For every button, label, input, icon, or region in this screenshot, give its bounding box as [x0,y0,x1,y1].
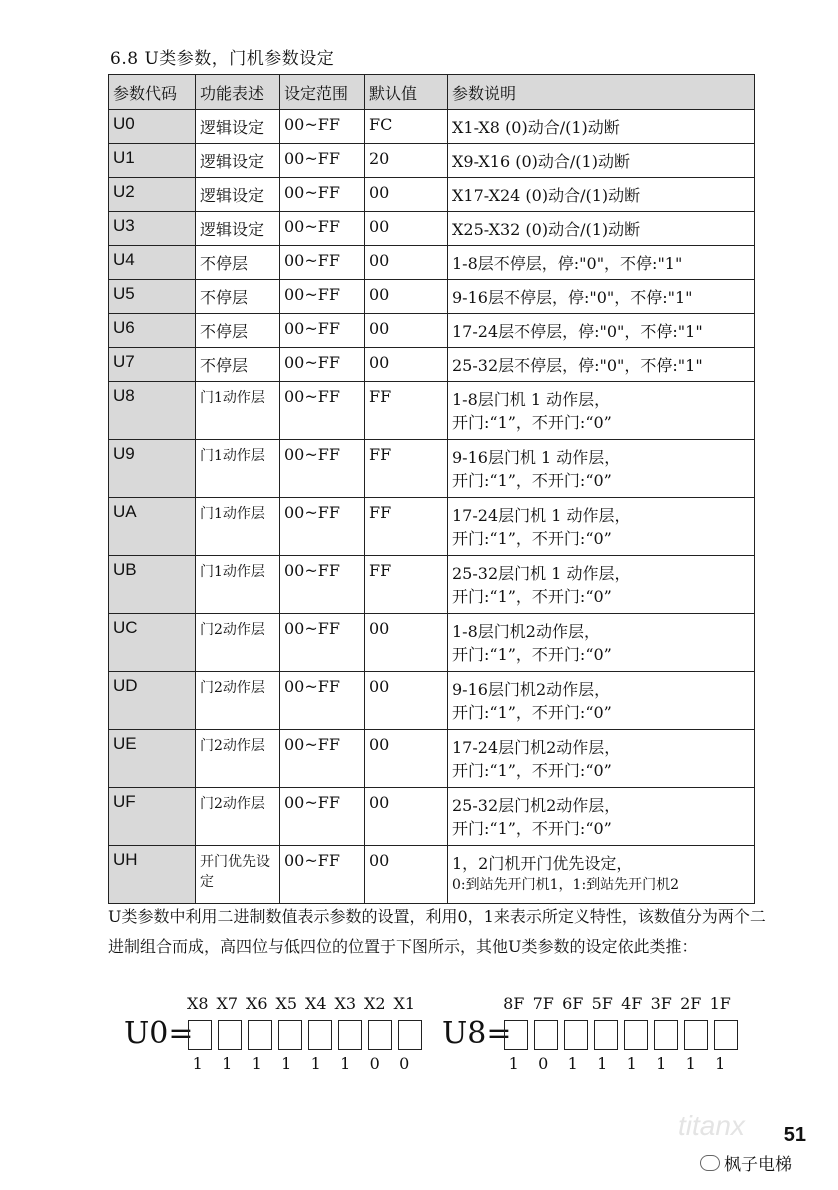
cell-func: 门2动作层 [196,730,280,788]
cell-default: 00 [365,614,448,672]
desc-line: 9-16层不停层，停:"0"，不停:"1" [452,288,693,307]
bit-box [338,1020,362,1050]
cell-code: U1 [109,144,196,178]
cell-desc [448,788,755,846]
desc-line: 0:到站先开门机1，1:到站先开门机2 [452,877,680,893]
bit-box [248,1020,272,1050]
cell-func: 开门优先设定 [196,846,280,904]
bit-value: 1 [567,1054,578,1073]
cell-range: 00~FF [280,382,365,440]
cell-default: 00 [365,730,448,788]
bit-name: X4 [304,994,327,1013]
bit-value: 1 [222,1054,233,1073]
table-row [109,178,755,212]
section-title: 6.8 U类参数，门机参数设定 [110,49,335,69]
desc-line: 17-24层门机2动作层， [452,738,621,757]
bit-value: 1 [715,1054,726,1073]
cell-desc [448,246,755,280]
cell-desc [448,440,755,498]
u0-bit-values [183,1054,419,1073]
cell-range: 00~FF [280,280,365,314]
desc-line: 17-24层不停层，停:"0"，不停:"1" [452,322,703,341]
bit-value: 1 [340,1054,351,1073]
bit-value: 1 [281,1054,292,1073]
desc-line: 17-24层门机 1 动作层， [452,506,631,525]
cell-range: 00~FF [280,314,365,348]
cell-range: 00~FF [280,730,365,788]
cell-code: UD [109,672,196,730]
cell-func: 门1动作层 [196,498,280,556]
cell-desc [448,382,755,440]
cell-range: 00~FF [280,110,365,144]
cell-desc [448,672,755,730]
brand-label [700,1150,792,1175]
desc-line: 1-8层门机2动作层， [452,622,600,641]
cell-code: U5 [109,280,196,314]
bit-box [308,1020,332,1050]
desc-line: 开门:“1”，不开门:“0” [452,471,612,490]
cell-range: 00~FF [280,348,365,382]
bit-box [624,1020,648,1050]
bit-name: X1 [393,994,416,1013]
cell-desc [448,846,755,904]
cell-func: 逻辑设定 [196,178,280,212]
bit-box [368,1020,392,1050]
cell-func: 不停层 [196,348,280,382]
bit-value: 0 [369,1054,380,1073]
table-row [109,382,755,440]
cell-desc [448,556,755,614]
table-row [109,246,755,280]
cell-range: 00~FF [280,212,365,246]
bit-box [534,1020,558,1050]
table-row [109,614,755,672]
bit-value: 0 [538,1054,549,1073]
bit-name: X2 [363,994,386,1013]
bit-value: 1 [508,1054,519,1073]
parameter-table [108,74,755,904]
table-row [109,144,755,178]
cell-desc [448,730,755,788]
desc-line: 9-16层门机2动作层， [452,680,611,699]
u0-bit-names [183,994,419,1013]
table-row [109,498,755,556]
cell-default: 00 [365,672,448,730]
table-row [109,212,755,246]
cell-default: FC [365,110,448,144]
cell-desc [448,144,755,178]
cell-range: 00~FF [280,846,365,904]
cell-default: 20 [365,144,448,178]
bit-box [504,1020,528,1050]
cell-range: 00~FF [280,246,365,280]
bit-value: 1 [192,1054,203,1073]
cell-range: 00~FF [280,178,365,212]
cell-func: 门1动作层 [196,440,280,498]
desc-line: 开门:“1”，不开门:“0” [452,587,612,606]
cell-func: 逻辑设定 [196,144,280,178]
bit-value: 1 [626,1054,637,1073]
bit-box [278,1020,302,1050]
u8-bit-names [499,994,735,1013]
cell-desc [448,280,755,314]
cell-code: UA [109,498,196,556]
bit-name: 4F [621,994,643,1013]
explanation-paragraph: U类参数中利用二进制数值表示参数的设置，利用0，1来表示所定义特性，该数值分为两个二进制组合而成，高四位与低四位的位置于下图所示，其他U类参数的设定依此类推： [108,907,766,956]
bit-name: X5 [275,994,298,1013]
bit-box [594,1020,618,1050]
bit-name: X7 [216,994,239,1013]
desc-line: X1-X8 (0)动合/(1)动断 [452,118,620,137]
cell-default: 00 [365,178,448,212]
bit-value: 0 [399,1054,410,1073]
cell-desc [448,314,755,348]
cell-code: U2 [109,178,196,212]
cell-default: FF [365,556,448,614]
bit-value: 1 [251,1054,262,1073]
cell-desc [448,614,755,672]
table-row [109,788,755,846]
cell-range: 00~FF [280,672,365,730]
cell-code: UC [109,614,196,672]
cell-func: 逻辑设定 [196,110,280,144]
table-row [109,348,755,382]
u8-bit-values [499,1054,735,1073]
desc-line: 1，2门机开门优先设定， [452,854,633,873]
cell-code: U6 [109,314,196,348]
bit-box [218,1020,242,1050]
desc-line: 开门:“1”，不开门:“0” [452,529,612,548]
table-header-row [109,75,755,110]
cell-code: UH [109,846,196,904]
cell-desc [448,212,755,246]
cell-code: UF [109,788,196,846]
cell-range: 00~FF [280,614,365,672]
u0-bit-boxes [188,1020,422,1050]
bit-name: 8F [503,994,525,1013]
bit-box [714,1020,738,1050]
cell-default: 00 [365,314,448,348]
desc-line: 开门:“1”，不开门:“0” [452,703,612,722]
page-number: 51 [783,1124,806,1146]
table-row [109,440,755,498]
bit-name: 1F [709,994,731,1013]
wechat-icon [700,1155,720,1171]
bit-name: X8 [186,994,209,1013]
header-code: 参数代码 [109,75,196,110]
bit-name: 3F [650,994,672,1013]
header-func: 功能表述 [196,75,280,110]
bit-value: 1 [685,1054,696,1073]
cell-func: 不停层 [196,246,280,280]
bit-box [654,1020,678,1050]
cell-default: FF [365,440,448,498]
cell-range: 00~FF [280,498,365,556]
bit-value: 1 [597,1054,608,1073]
cell-code: U4 [109,246,196,280]
cell-code: U7 [109,348,196,382]
cell-func: 逻辑设定 [196,212,280,246]
cell-default: 00 [365,246,448,280]
cell-code: UB [109,556,196,614]
cell-range: 00~FF [280,144,365,178]
cell-desc [448,348,755,382]
u8-label: U8= [442,1016,512,1051]
bit-name: 6F [562,994,584,1013]
cell-func: 不停层 [196,280,280,314]
cell-func: 门1动作层 [196,382,280,440]
u8-bit-boxes [504,1020,738,1050]
bit-box [684,1020,708,1050]
cell-default: 00 [365,280,448,314]
cell-default: FF [365,382,448,440]
table-row [109,314,755,348]
cell-range: 00~FF [280,788,365,846]
cell-code: UE [109,730,196,788]
cell-func: 门1动作层 [196,556,280,614]
bit-name: 2F [680,994,702,1013]
bit-name: 7F [532,994,554,1013]
desc-line: 开门:“1”，不开门:“0” [452,413,612,432]
table-row [109,846,755,904]
cell-default: 00 [365,846,448,904]
u0-label: U0= [124,1016,194,1051]
header-desc: 参数说明 [448,75,755,110]
watermark: titanx [678,1110,745,1141]
cell-range: 00~FF [280,556,365,614]
desc-line: 25-32层门机2动作层， [452,796,621,815]
cell-default: 00 [365,788,448,846]
cell-func: 门2动作层 [196,614,280,672]
cell-code: U3 [109,212,196,246]
desc-line: 25-32层门机 1 动作层， [452,564,631,583]
brand-name: 枫子电梯 [724,1155,792,1175]
table-row [109,280,755,314]
bit-box [564,1020,588,1050]
desc-line: X17-X24 (0)动合/(1)动断 [452,186,641,205]
cell-func: 不停层 [196,314,280,348]
bit-name: 5F [591,994,613,1013]
cell-default: FF [365,498,448,556]
bit-value: 1 [656,1054,667,1073]
cell-code: U9 [109,440,196,498]
cell-desc [448,110,755,144]
table-row [109,556,755,614]
cell-code: U8 [109,382,196,440]
desc-line: 1-8层不停层，停:"0"，不停:"1" [452,254,683,273]
desc-line: 25-32层不停层，停:"0"，不停:"1" [452,356,703,375]
bit-box [188,1020,212,1050]
bit-box [398,1020,422,1050]
desc-line: 开门:“1”，不开门:“0” [452,761,612,780]
desc-line: X25-X32 (0)动合/(1)动断 [452,220,641,239]
bit-name: X6 [245,994,268,1013]
cell-desc [448,178,755,212]
bit-name: X3 [334,994,357,1013]
bit-value: 1 [310,1054,321,1073]
cell-desc [448,498,755,556]
cell-code: U0 [109,110,196,144]
table-row [109,110,755,144]
cell-default: 00 [365,212,448,246]
cell-default: 00 [365,348,448,382]
cell-func: 门2动作层 [196,788,280,846]
desc-line: 1-8层门机 1 动作层， [452,390,611,409]
desc-line: X9-X16 (0)动合/(1)动断 [452,152,630,171]
table-row [109,730,755,788]
cell-range: 00~FF [280,440,365,498]
header-default: 默认值 [365,75,448,110]
header-range: 设定范围 [280,75,365,110]
desc-line: 开门:“1”，不开门:“0” [452,819,612,838]
cell-func: 门2动作层 [196,672,280,730]
desc-line: 9-16层门机 1 动作层， [452,448,621,467]
desc-line: 开门:“1”，不开门:“0” [452,645,612,664]
table-row [109,672,755,730]
